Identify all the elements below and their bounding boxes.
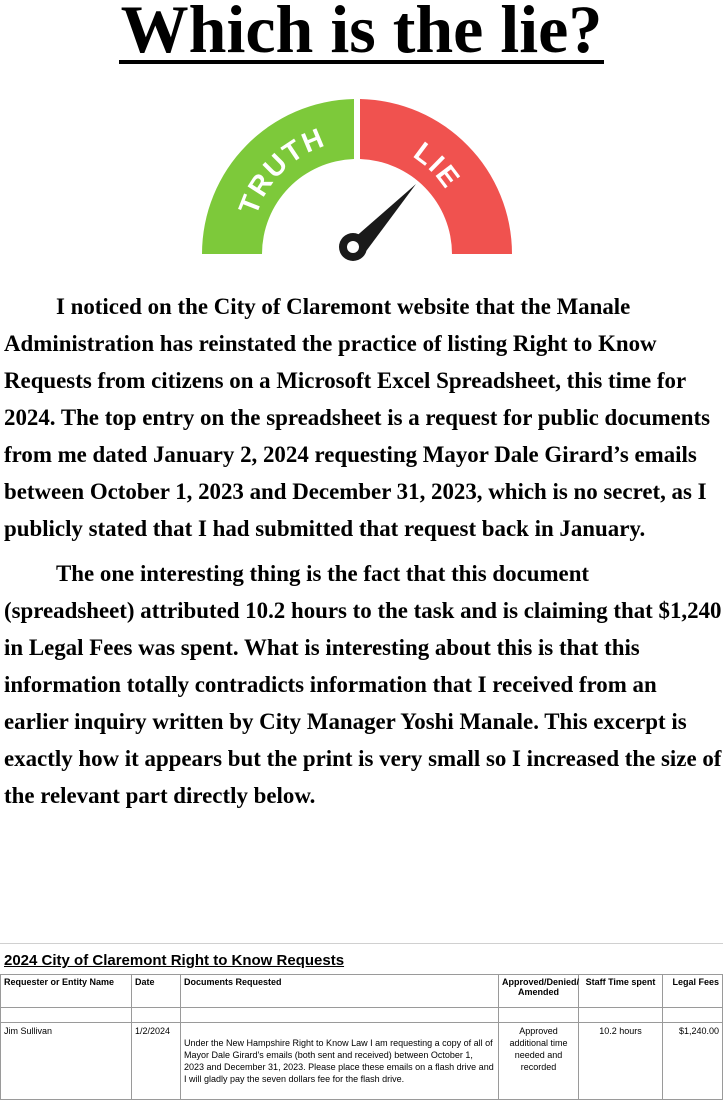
- cell-date: 1/2/2024: [132, 1023, 181, 1100]
- spreadsheet-title: 2024 City of Claremont Right to Know Requests: [4, 952, 345, 969]
- table-row: [1, 1023, 723, 1100]
- spreadsheet-excerpt: [0, 940, 723, 1084]
- table-header-row: [1, 975, 723, 1008]
- cell-legal-fees: $1,240.00: [663, 1023, 723, 1100]
- cell-requester: Jim Sullivan: [1, 1023, 132, 1100]
- header-staff-time: Staff Time spent: [579, 975, 663, 1008]
- article-paragraph: [4, 288, 722, 547]
- header-status: Approved/Denied/ Amended: [499, 975, 579, 1008]
- gauge-lie-label: LIE: [408, 136, 467, 195]
- gauge-truth-label: TRUTH: [232, 121, 330, 219]
- headline: [0, 0, 723, 70]
- table-spacer-row: [1, 1008, 723, 1023]
- header-requester: Requester or Entity Name: [1, 975, 132, 1008]
- requests-table: [0, 974, 723, 1100]
- cell-documents: Under the New Hampshire Right to Know Law I am requesting a copy of all of Mayor Dale Girard's emails (both sent and received) between October 1, 2023 and December 31, 2023. Please place these emails on a flash drive and I will gladly pay the seven dollars fee for the flash drive.: [181, 1023, 499, 1100]
- cell-staff-time: 10.2 hours: [579, 1023, 663, 1100]
- paragraph-1-text: I noticed on the City of Claremont website that the Manale Administration has reinstated the practice of listing Right to Know Requests from citizens on a Microsoft Excel Spreadsheet, this time for 2024. The top entry on the spreadsheet is a request for public documents from me dated January 2, 2024 requesting Mayor Dale Girard’s emails between October 1, 2023 and December 31, 2023, which is no secret, as I publicly stated that I had submitted that request back in January.: [4, 294, 711, 541]
- article-body: [4, 288, 722, 814]
- cell-status: Approved additional time needed and recorded: [499, 1023, 579, 1100]
- spreadsheet-border: [0, 943, 723, 944]
- article-paragraph: [4, 555, 722, 814]
- headline-text: Which is the lie?: [120, 0, 603, 67]
- paragraph-2-text: The one interesting thing is the fact that this document (spreadsheet) attributed 10.2 hours to the task and is claiming that $1,240 in Legal Fees was spent. What is interesting about this is that this information totally contradicts information that I received from an earlier inquiry written by City Manager Yoshi Manale. This excerpt is exactly how it appears but the print is very small so I increased the size of the relevant part directly below.: [4, 561, 722, 808]
- header-legal-fees: Legal Fees: [663, 975, 723, 1008]
- header-date: Date: [132, 975, 181, 1008]
- truth-lie-gauge: [197, 96, 517, 266]
- header-documents: Documents Requested: [181, 975, 499, 1008]
- gauge-needle: [339, 184, 416, 261]
